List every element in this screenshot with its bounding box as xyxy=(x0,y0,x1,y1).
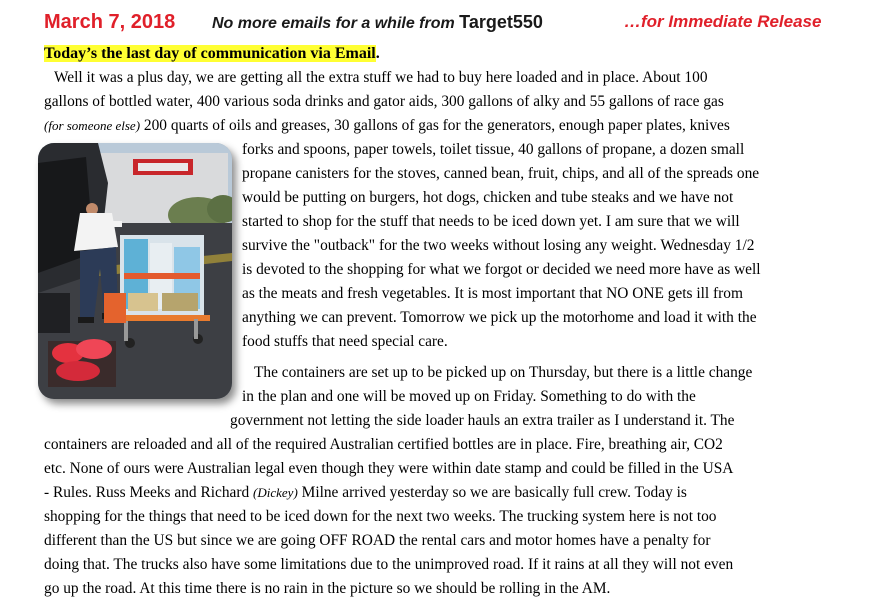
p2-line: etc. None of ours were Australian legal even though they were within date stamp and could be filled in the USA xyxy=(44,460,734,477)
p1-line: Well it was a plus day, we are getting all the extra stuff we had to buy here loaded and in place. About 100 xyxy=(54,69,708,86)
p1-line: propane canisters for the stoves, canned bean, fruit, chips, and all of the spreads one xyxy=(242,165,760,182)
p2-line: doing that. The trucks also have some limitations due to the unimproved road. If it rains at all they will not even xyxy=(44,556,734,573)
release-notice: …for Immediate Release xyxy=(624,12,822,31)
article-subtitle xyxy=(212,8,543,38)
p2-italic: (Dickey) xyxy=(253,485,298,500)
p2-line: government not letting the side loader hauls an extra trailer as I understand it. The xyxy=(230,412,735,429)
supplies-photo xyxy=(38,143,232,399)
p2-line-after: Milne arrived yesterday so we are basically full crew. Today is xyxy=(297,484,687,501)
p1-line: would be putting on burgers, hot dogs, chicken and tube steaks and we have not xyxy=(242,189,734,206)
supplies-photo-illustration xyxy=(38,143,232,399)
p1-line-rest: 200 quarts of oils and greases, 30 gallons of gas for the generators, enough paper plates, knives xyxy=(140,117,730,134)
p1-line: forks and spoons, paper towels, toilet tissue, 40 gallons of propane, a dozen small xyxy=(242,141,745,158)
p1-line: anything we can prevent. Tomorrow we pick up the motorhome and load it with the xyxy=(242,309,757,326)
subtitle-name: Target550 xyxy=(459,12,543,32)
lead-tail: . xyxy=(375,45,380,62)
p2-line: different than the US but since we are going OFF ROAD the rental cars and motor homes have a penalty for xyxy=(44,532,711,549)
p1-line: started to shop for the stuff that needs to be iced down yet. I am sure that we will xyxy=(242,213,740,230)
p2-line: containers are reloaded and all of the required Australian certified bottles are in place. Fire, breathing air, CO2 xyxy=(44,436,723,453)
p2-line: go up the road. At this time there is no rain in the picture so we should be rolling in the AM. xyxy=(44,580,611,597)
p1-line: survive the "outback" for the two weeks without losing any weight. Wednesday 1/2 xyxy=(242,237,755,254)
p2-line-before: - Rules. Russ Meeks and Richard xyxy=(44,484,254,501)
p2-line: The containers are set up to be picked up on Thursday, but there is a little change xyxy=(254,364,753,381)
article-date: March 7, 2018 xyxy=(44,11,176,33)
p1-line: as the meats and fresh vegetables. It is most important that NO ONE gets ill from xyxy=(242,285,743,302)
p1-line xyxy=(44,114,844,138)
p2-line: shopping for the things that need to be iced down for the next two weeks. The trucking system here is not too xyxy=(44,508,717,525)
subtitle-prefix: No more emails for a while from xyxy=(212,15,460,32)
article-header xyxy=(44,8,844,36)
p2-line xyxy=(44,481,844,505)
lead-highlight: Today’s the last day of communication via Email xyxy=(44,45,376,62)
p2-line: in the plan and one will be moved up on Friday. Something to do with the xyxy=(242,388,696,405)
p1-line: is devoted to the shopping for what we forgot or decided we need more have as well xyxy=(242,261,761,278)
p1-line: gallons of bottled water, 400 various soda drinks and gator aids, 300 gallons of alky and 55 gallons of race gas xyxy=(44,93,724,110)
lead-sentence xyxy=(44,44,380,64)
p1-line: food stuffs that need special care. xyxy=(242,333,448,350)
p1-italic: (for someone else) xyxy=(44,118,141,133)
